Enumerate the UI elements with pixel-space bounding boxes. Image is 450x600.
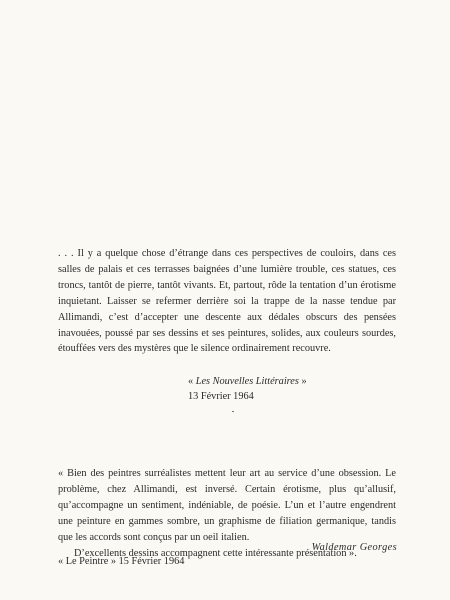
quote-nouvelles-litteraires <box>58 246 396 357</box>
quote-source <box>188 375 307 389</box>
source-name: Les Nouvelles Littéraires <box>195 376 299 387</box>
source-close-mark: » <box>298 376 307 387</box>
quote-date: 13 Février 1964 <box>188 391 254 402</box>
quote-text: « Bien des peintres surréalistes mettent leur art au service d’une obsession. Le problème, chez Allimandi, est inversé. Certain érotisme, plus qu’allusif, qu’accompagne un sentiment, indéniable, de poésie. L’un et l’autre engendrent une peinture en gammes sombre, un graphisme de filiation germanique, tandis que les accords sont conçus par un oeil italien. <box>58 468 396 543</box>
quote-author: Waldemar Georges <box>311 542 397 553</box>
quote-text: . . . Il y a quelque chose d’étrange dans ces perspectives de couloirs, dans ces salles de palais et ces terrasses baignées d’une lumière trouble, ces statues, ces troncs, tantôt de pierre, tantôt vivants. Et, partout, rôde la tentation d’un érotisme inquietant. Laisser se refermer derrière soi la trappe de la nasse tendue par Allimandi, c’est d’accepter une descente aux dédales obscurs des pensées inavouées, poussé par ses dessins et ses peintures, solides, aux couleurs sourdes, étouffées vers des mystères que le silence ordinairement recouvre. <box>58 248 396 355</box>
source-open-mark: « <box>188 376 196 387</box>
quote-source-date: « Le Peintre » 15 Février 1964 <box>58 556 185 567</box>
separator-mark <box>232 411 234 412</box>
quote-text-continued: D’excellents dessins accompagnent cette intéressante présentation ». <box>74 547 357 559</box>
